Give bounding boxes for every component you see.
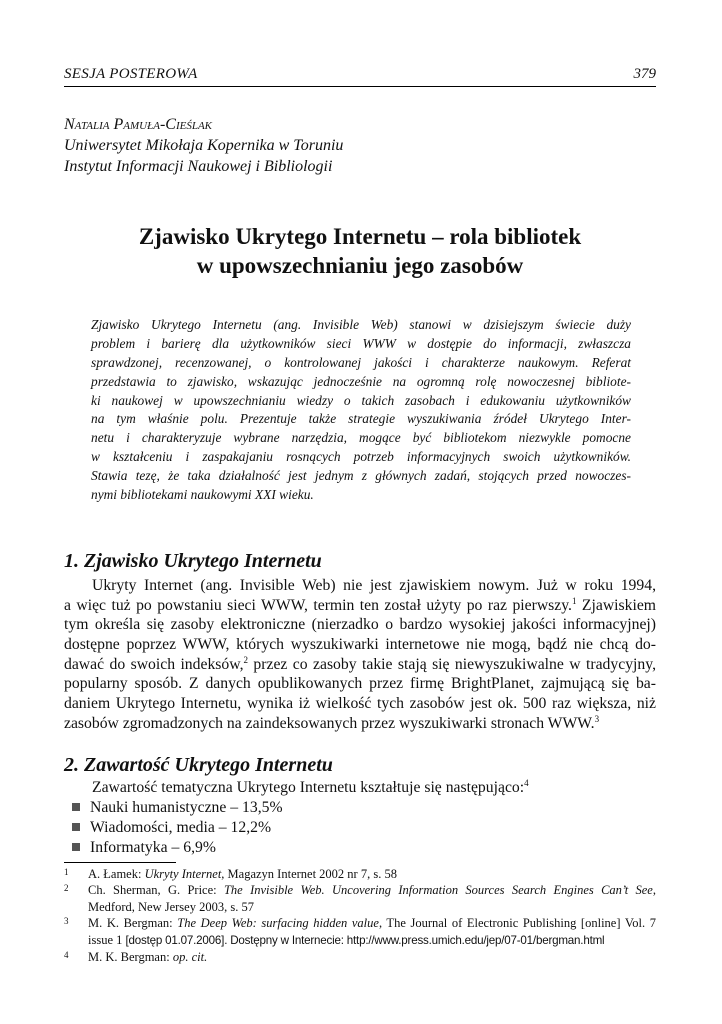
abstract-line: przedstawia to zjawisko, wskazując jednocześnie na ogromną rolę nowoczesnej bibliote- xyxy=(91,373,631,389)
body-line: dawać do swoich indeksów,$^2$ przez co zasoby takie stają się niewyszukiwalne w tradycyjny, xyxy=(64,654,656,673)
footnote-ref[interactable]: 3 xyxy=(594,713,600,724)
page-number: 379 xyxy=(633,66,656,82)
footnote-3: 3 M. K. Bergman: The Deep Web: surfacing hidden value, The Journal of Electronic Publishing [online] Vol. 7 issue 1 [dostęp 01.07.2006]. Dostępny w Internecie: http://www.press.umich.edu/jep/07-01/bergman.html xyxy=(64,916,656,947)
list-item-label: Informatyka – 6,9% xyxy=(90,839,216,856)
abstract-line: problem i barierę dla użytkowników sieci WWW w dostępie do informacji, zwłaszcza xyxy=(91,335,631,351)
paper-title-line-1: Zjawisko Ukrytego Internetu – rola bibliotek xyxy=(138,224,582,249)
footnote-divider xyxy=(64,862,176,863)
author-name: Natalia Pamuła-Cieślak xyxy=(64,116,212,133)
body-line: daniem Ukrytego Internetu, wynika iż wielkość tych zasobów jest ok. 500 raz większa, niż xyxy=(64,695,656,713)
running-head xyxy=(64,64,656,87)
body-line: tym określa się zasoby elektroniczne (nierzadko o bardzo wysokiej jakości informacyjnej) xyxy=(64,616,656,634)
list-item xyxy=(72,838,283,858)
list-item-label: Wiadomości, media – 12,2% xyxy=(90,819,272,836)
footnote-number: 2 xyxy=(64,883,69,894)
square-bullet-icon xyxy=(72,823,80,831)
paper-title xyxy=(64,222,656,280)
footnotes xyxy=(64,866,656,965)
footnote-2: 2 Ch. Sherman, G. Price: The Invisible Web. Uncovering Information Sources Search Engines Can’t See, Medford, New Jersey 2003, s. 57 xyxy=(64,883,656,914)
body-line: popularny sposób. Z danych opublikowanych przez firmę BrightPlanet, zajmującą się ba- xyxy=(64,675,656,693)
body-line: dostępne poprzez WWW, których wyszukiwarki internetowe nie mogą, bądź nie chcą do- xyxy=(64,636,656,654)
abstract-line: w kształceniu i zaspakajaniu rosnących potrzeb informacyjnych swoich użytkowników. xyxy=(91,449,631,465)
footnote-1: 1 A. Łamek: Ukryty Internet, Magazyn Internet 2002 nr 7, s. 58 xyxy=(64,867,397,881)
footnote-ref[interactable]: 2 xyxy=(243,654,248,665)
list-item xyxy=(72,818,283,838)
footnote-ref[interactable]: 1 xyxy=(571,595,577,606)
section-2-body xyxy=(64,778,656,798)
footnote-4: 4 M. K. Bergman: op. cit. xyxy=(64,950,208,965)
bullet-list xyxy=(72,798,283,858)
abstract-line: netu i charakteryzuje wybrane narzędzia, mogące być bibliotekom niezwykle pomocne xyxy=(91,430,631,446)
abstract xyxy=(91,316,631,505)
abstract-line: sprawdzonej, recenzowanej, o kontrolowanej jakości i charakterze naukowym. Referat xyxy=(91,354,631,370)
section-1-body xyxy=(64,576,656,734)
running-head-title: SESJA POSTEROWA xyxy=(64,66,198,82)
abstract-line: Stawia tezę, że taka działalność jest jednym z głównych zadań, stojących przed nowoczes- xyxy=(91,468,631,484)
footnote-ref[interactable]: 4 xyxy=(524,777,529,788)
footnote-url-text[interactable]: [dostęp 01.07.2006]. Dostępny w Internecie: http://www.press.umich.edu/jep/07-01/bergman.html xyxy=(125,933,605,947)
list-item-label: Nauki humanistyczne – 13,5% xyxy=(90,799,283,816)
footnote-number: 3 xyxy=(64,916,69,927)
footnote-number: 4 xyxy=(64,950,69,961)
body-line: Ukryty Internet (ang. Invisible Web) nie jest zjawiskiem nowym. Już w roku 1994, xyxy=(92,577,656,594)
square-bullet-icon xyxy=(72,843,80,851)
section-1-heading: 1. Zjawisko Ukrytego Internetu xyxy=(64,550,322,572)
body-line: a więc tuż po powstaniu sieci WWW, termin ten został użyty po raz pierwszy.$^1$ Zjawiskiem xyxy=(64,595,656,614)
author-affiliation-institute: Instytut Informacji Naukowej i Bibliologii xyxy=(64,158,333,175)
author-block xyxy=(64,114,343,177)
body-line: zasobów zgromadzonych na zaindeksowanych przez wyszukiwarki stronach WWW.$^3$ xyxy=(64,713,600,732)
abstract-line: na tym właśnie polu. Prezentuje także strategie wyszukiwania źródeł Ukrytego Inter- xyxy=(91,411,631,427)
abstract-line: nymi bibliotekami naukowymi XXI wieku. xyxy=(91,487,314,503)
footnote-number: 1 xyxy=(64,867,69,877)
list-item xyxy=(72,798,283,818)
abstract-line: Zjawisko Ukrytego Internetu (ang. Invisible Web) stanowi w dzisiejszym świecie duży xyxy=(91,317,631,332)
author-affiliation-university: Uniwersytet Mikołaja Kopernika w Toruniu xyxy=(64,137,344,154)
square-bullet-icon xyxy=(72,803,80,811)
body-line: Zawartość tematyczna Ukrytego Internetu kształtuje się następująco:$^4$ xyxy=(92,777,529,796)
abstract-line: ki naukowej w upowszechnianiu wiedzy o takich zasobach i edukowaniu użytkowników xyxy=(91,392,631,408)
paper-title-line-2: w upowszechnianiu jego zasobów xyxy=(196,253,524,278)
section-2-heading: 2. Zawartość Ukrytego Internetu xyxy=(64,754,333,776)
